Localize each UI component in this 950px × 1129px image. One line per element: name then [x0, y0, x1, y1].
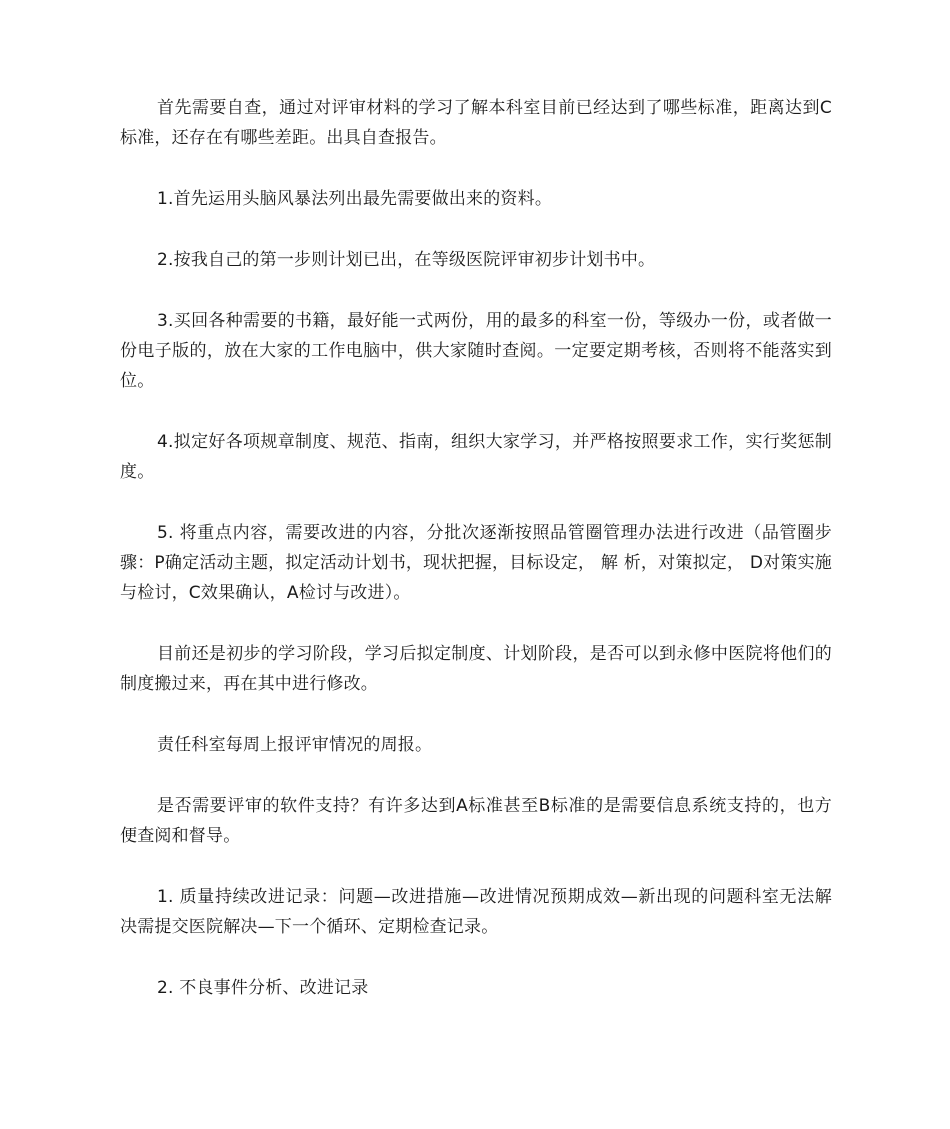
paragraph-item-4-regulations: 4.拟定好各项规章制度、规范、指南，组织大家学习，并严格按照要求工作，实行奖惩制度。: [120, 432, 832, 482]
document-body: [120, 93, 832, 1003]
paragraph-record-1-quality: 1. 质量持续改进记录：问题—改进措施—改进情况预期成效—新出现的问题科室无法解决需提交医院解决—下一个循环、定期检查记录。: [120, 887, 832, 937]
paragraph-self-inspection: 首先需要自查，通过对评审材料的学习了解本科室目前已经达到了哪些标准，距离达到C标准，还存在有哪些差距。出具自查报告。: [120, 98, 832, 148]
paragraph-record-2-adverse-events: 2. 不良事件分析、改进记录: [157, 978, 369, 998]
paragraph-item-3-books: 3.买回各种需要的书籍，最好能一式两份，用的最多的科室一份，等级办一份，或者做一份电子版的，放在大家的工作电脑中，供大家随时查阅。一定要定期考核，否则将不能落实到位。: [120, 311, 832, 391]
paragraph-item-5-qcc: 5. 将重点内容，需要改进的内容，分批次逐渐按照品管圈管理办法进行改进（品管圈步骤：P确定活动主题，拟定活动计划书，现状把握，目标设定， 解 析，对策拟定， D对策实施与检讨，C效果确认，A检讨与改进）。: [120, 523, 832, 603]
paragraph-current-stage: 目前还是初步的学习阶段，学习后拟定制度、计划阶段，是否可以到永修中医院将他们的制度搬过来，再在其中进行修改。: [120, 644, 832, 694]
paragraph-item-2-plan: 2.按我自己的第一步则计划已出，在等级医院评审初步计划书中。: [157, 250, 656, 270]
paragraph-weekly-report: 责任科室每周上报评审情况的周报。: [157, 735, 433, 755]
paragraph-item-1-brainstorm: 1.首先运用头脑风暴法列出最先需要做出来的资料。: [157, 189, 553, 209]
paragraph-software-support: 是否需要评审的软件支持？有许多达到A标准甚至B标准的是需要信息系统支持的，也方便查阅和督导。: [120, 796, 832, 846]
